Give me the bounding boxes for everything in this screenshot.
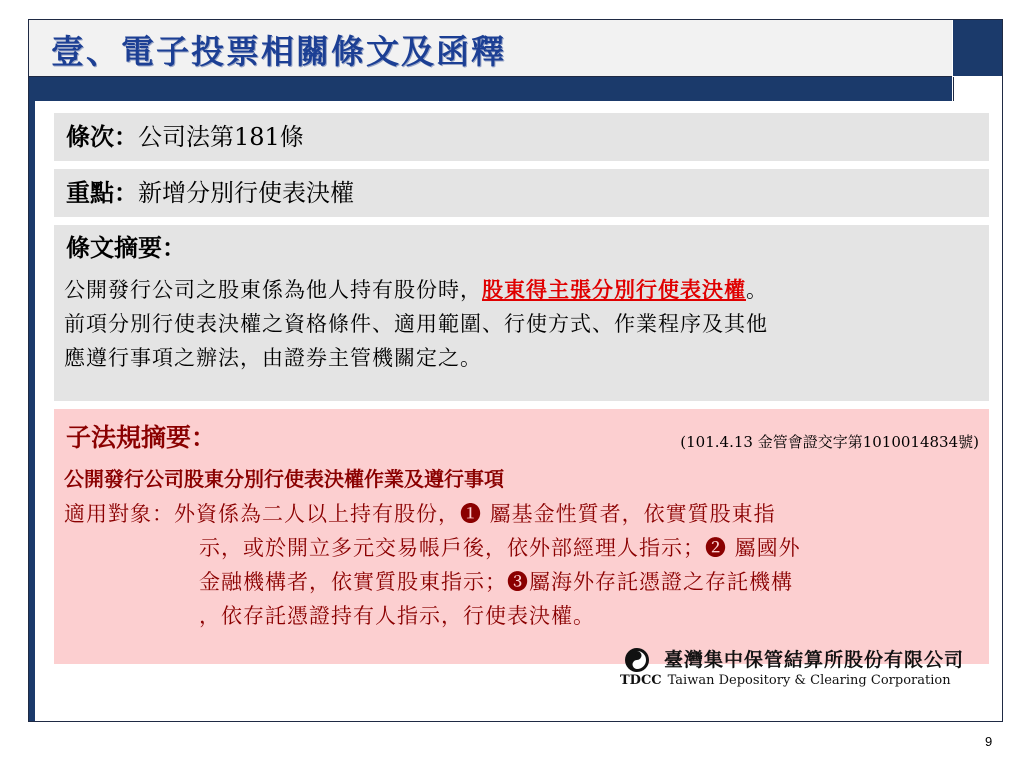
- scope-label: 適用對象：: [64, 502, 174, 526]
- summary-emphasis: 股東得主張分別行使表決權: [482, 277, 746, 302]
- scope-line-4: ，依存託憑證持有人指示，行使表決權。: [199, 604, 595, 628]
- sub-regulation-heading: 子法規摘要：: [66, 423, 217, 452]
- tdcc-logo: [612, 645, 965, 695]
- title-bar: [29, 20, 952, 77]
- page-number: 9: [985, 734, 993, 749]
- logo-english-name: Taiwan Depository & Clearing Corporation: [667, 673, 951, 688]
- sub-regulation-box: [54, 409, 989, 664]
- article-summary-box: [54, 225, 989, 401]
- left-accent-stripe: [29, 101, 35, 721]
- logo-chinese-name: 臺灣集中保管結算所股份有限公司: [664, 649, 965, 671]
- scope-section: [64, 497, 801, 633]
- key-point-value: 新增分別行使表決權: [138, 179, 354, 207]
- summary-heading: 條文摘要：: [66, 233, 186, 262]
- article-value: 公司法第181條: [138, 123, 304, 151]
- corner-white-block: [953, 77, 1002, 101]
- summary-line-1: 公開發行公司之股東係為他人持有股份時，股東得主張分別行使表決權。: [64, 277, 768, 302]
- key-point-label: 重點：: [66, 178, 138, 207]
- key-point-box: [54, 169, 989, 217]
- corner-block: [953, 20, 1002, 76]
- article-label: 條次：: [66, 122, 138, 151]
- sub-regulation-reference: (101.4.13 金管會證交字第1010014834號): [680, 433, 979, 451]
- tdcc-swirl-icon: [624, 647, 650, 673]
- slide-frame: [28, 19, 1003, 722]
- scope-line-3: 金融機構者，依實質股東指示；❸屬海外存託憑證之存託機構: [199, 570, 793, 594]
- header-bar: [29, 77, 952, 101]
- slide-title: 壹、電子投票相關條文及函釋: [51, 32, 506, 71]
- article-box: [54, 113, 989, 161]
- scope-line-2: 示，或於開立多元交易帳戶後，依外部經理人指示；❷ 屬國外: [199, 536, 801, 560]
- scope-line-1: 適用對象：外資係為二人以上持有股份，❶ 屬基金性質者，依實質股東指: [64, 502, 776, 526]
- summary-body: [64, 273, 768, 375]
- summary-line-3: 應遵行事項之辦法，由證券主管機關定之。: [64, 346, 482, 370]
- summary-line-2: 前項分別行使表決權之資格條件、適用範圍、行使方式、作業程序及其他: [64, 312, 768, 336]
- logo-english-line: [620, 673, 951, 688]
- logo-abbr: TDCC: [620, 673, 662, 688]
- regulation-title: 公開發行公司股東分別行使表決權作業及遵行事項: [64, 467, 504, 491]
